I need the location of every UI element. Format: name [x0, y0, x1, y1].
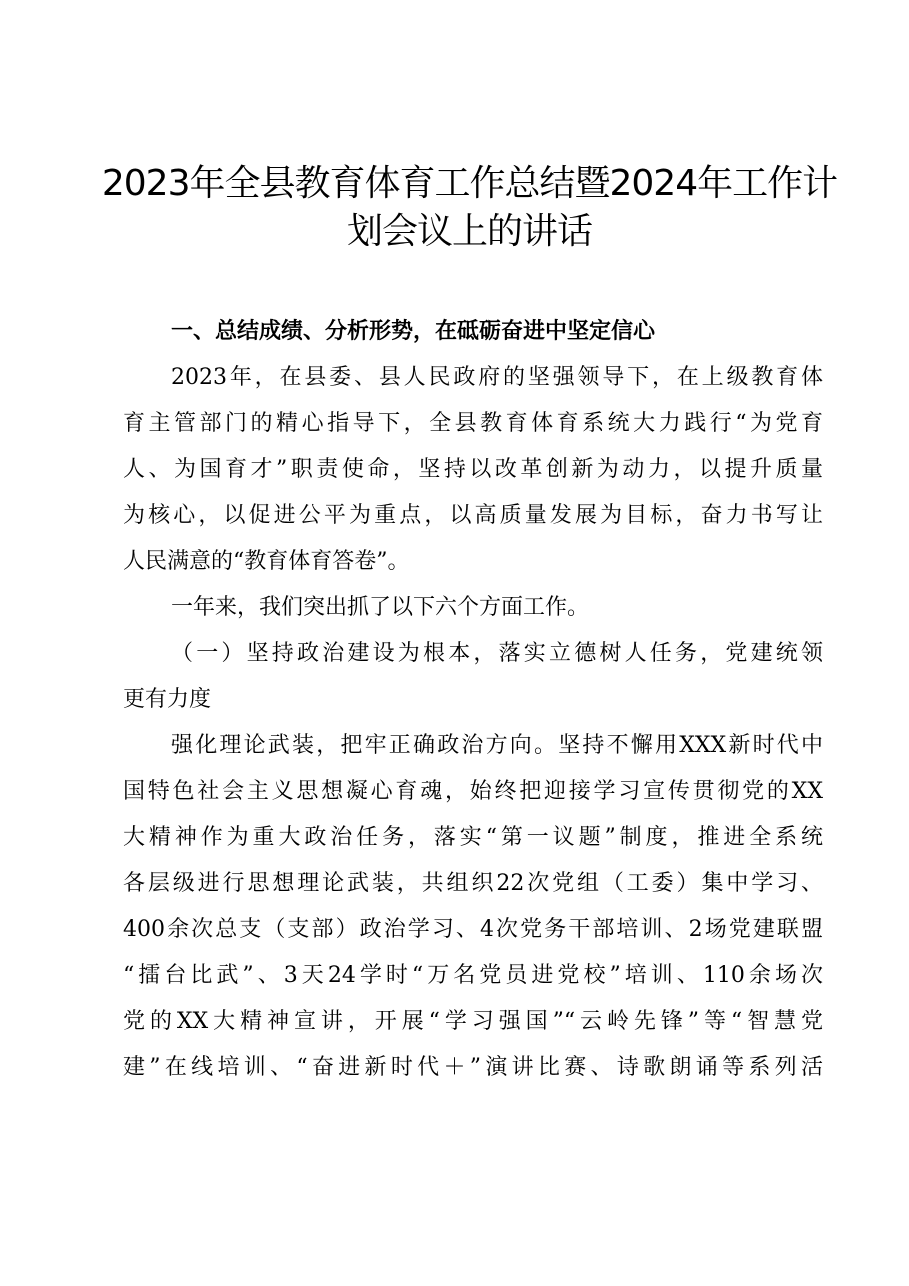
section-heading-1: 一、总结成绩、分析形势，在砥砺奋进中坚定信心 — [171, 319, 656, 344]
document-body — [123, 309, 823, 1091]
document-title — [100, 160, 839, 256]
paragraph-3-line-2: 国特色社会主义思想凝心育魂，始终把迎接学习宣传贯彻党的XX — [123, 779, 823, 804]
paragraph-1-line-1: 2023年，在县委、县人民政府的坚强领导下，在上级教育体 — [171, 365, 823, 390]
paragraph-1-line-4: 为核心，以促进公平为重点，以高质量发展为目标，奋力书写让 — [123, 503, 823, 528]
paragraph-2-line-1: 一年来，我们突出抓了以下六个方面工作。 — [171, 595, 590, 620]
paragraph-1-line-2: 育主管部门的精心指导下，全县教育体育系统大力践行“为党育 — [123, 411, 823, 436]
paragraph-3-line-6: “擂台比武”、3天24学时“万名党员进党校”培训、110余场次 — [123, 963, 823, 988]
paragraph-1-line-5: 人民满意的“教育体育答卷”。 — [123, 549, 410, 574]
title-line-2: 划会议上的讲话 — [346, 211, 592, 252]
paragraph-3-line-8: 建”在线培训、“奋进新时代＋”演讲比赛、诗歌朗诵等系列活 — [123, 1055, 823, 1080]
subheading-1-line-1: （一）坚持政治建设为根本，落实立德树人任务，党建统领 — [171, 641, 823, 666]
paragraph-3-line-4: 各层级进行思想理论武装，共组织22次党组（工委）集中学习、 — [123, 871, 823, 896]
paragraph-3-line-7: 党的XX大精神宣讲，开展“学习强国”“云岭先锋”等“智慧党 — [123, 1009, 823, 1034]
paragraph-3-line-1: 强化理论武装，把牢正确政治方向。坚持不懈用XXX新时代中 — [171, 733, 823, 758]
paragraph-3-line-5: 400余次总支（支部）政治学习、4次党务干部培训、2场党建联盟 — [123, 917, 823, 942]
subheading-1-line-2: 更有力度 — [123, 687, 212, 712]
title-line-1: 2023年全县教育体育工作总结暨2024年工作计 — [101, 163, 838, 204]
paragraph-3-line-3: 大精神作为重大政治任务，落实“第一议题”制度，推进全系统 — [123, 825, 823, 850]
paragraph-1-line-3: 人、为国育才”职责使命，坚持以改革创新为动力，以提升质量 — [123, 457, 823, 482]
